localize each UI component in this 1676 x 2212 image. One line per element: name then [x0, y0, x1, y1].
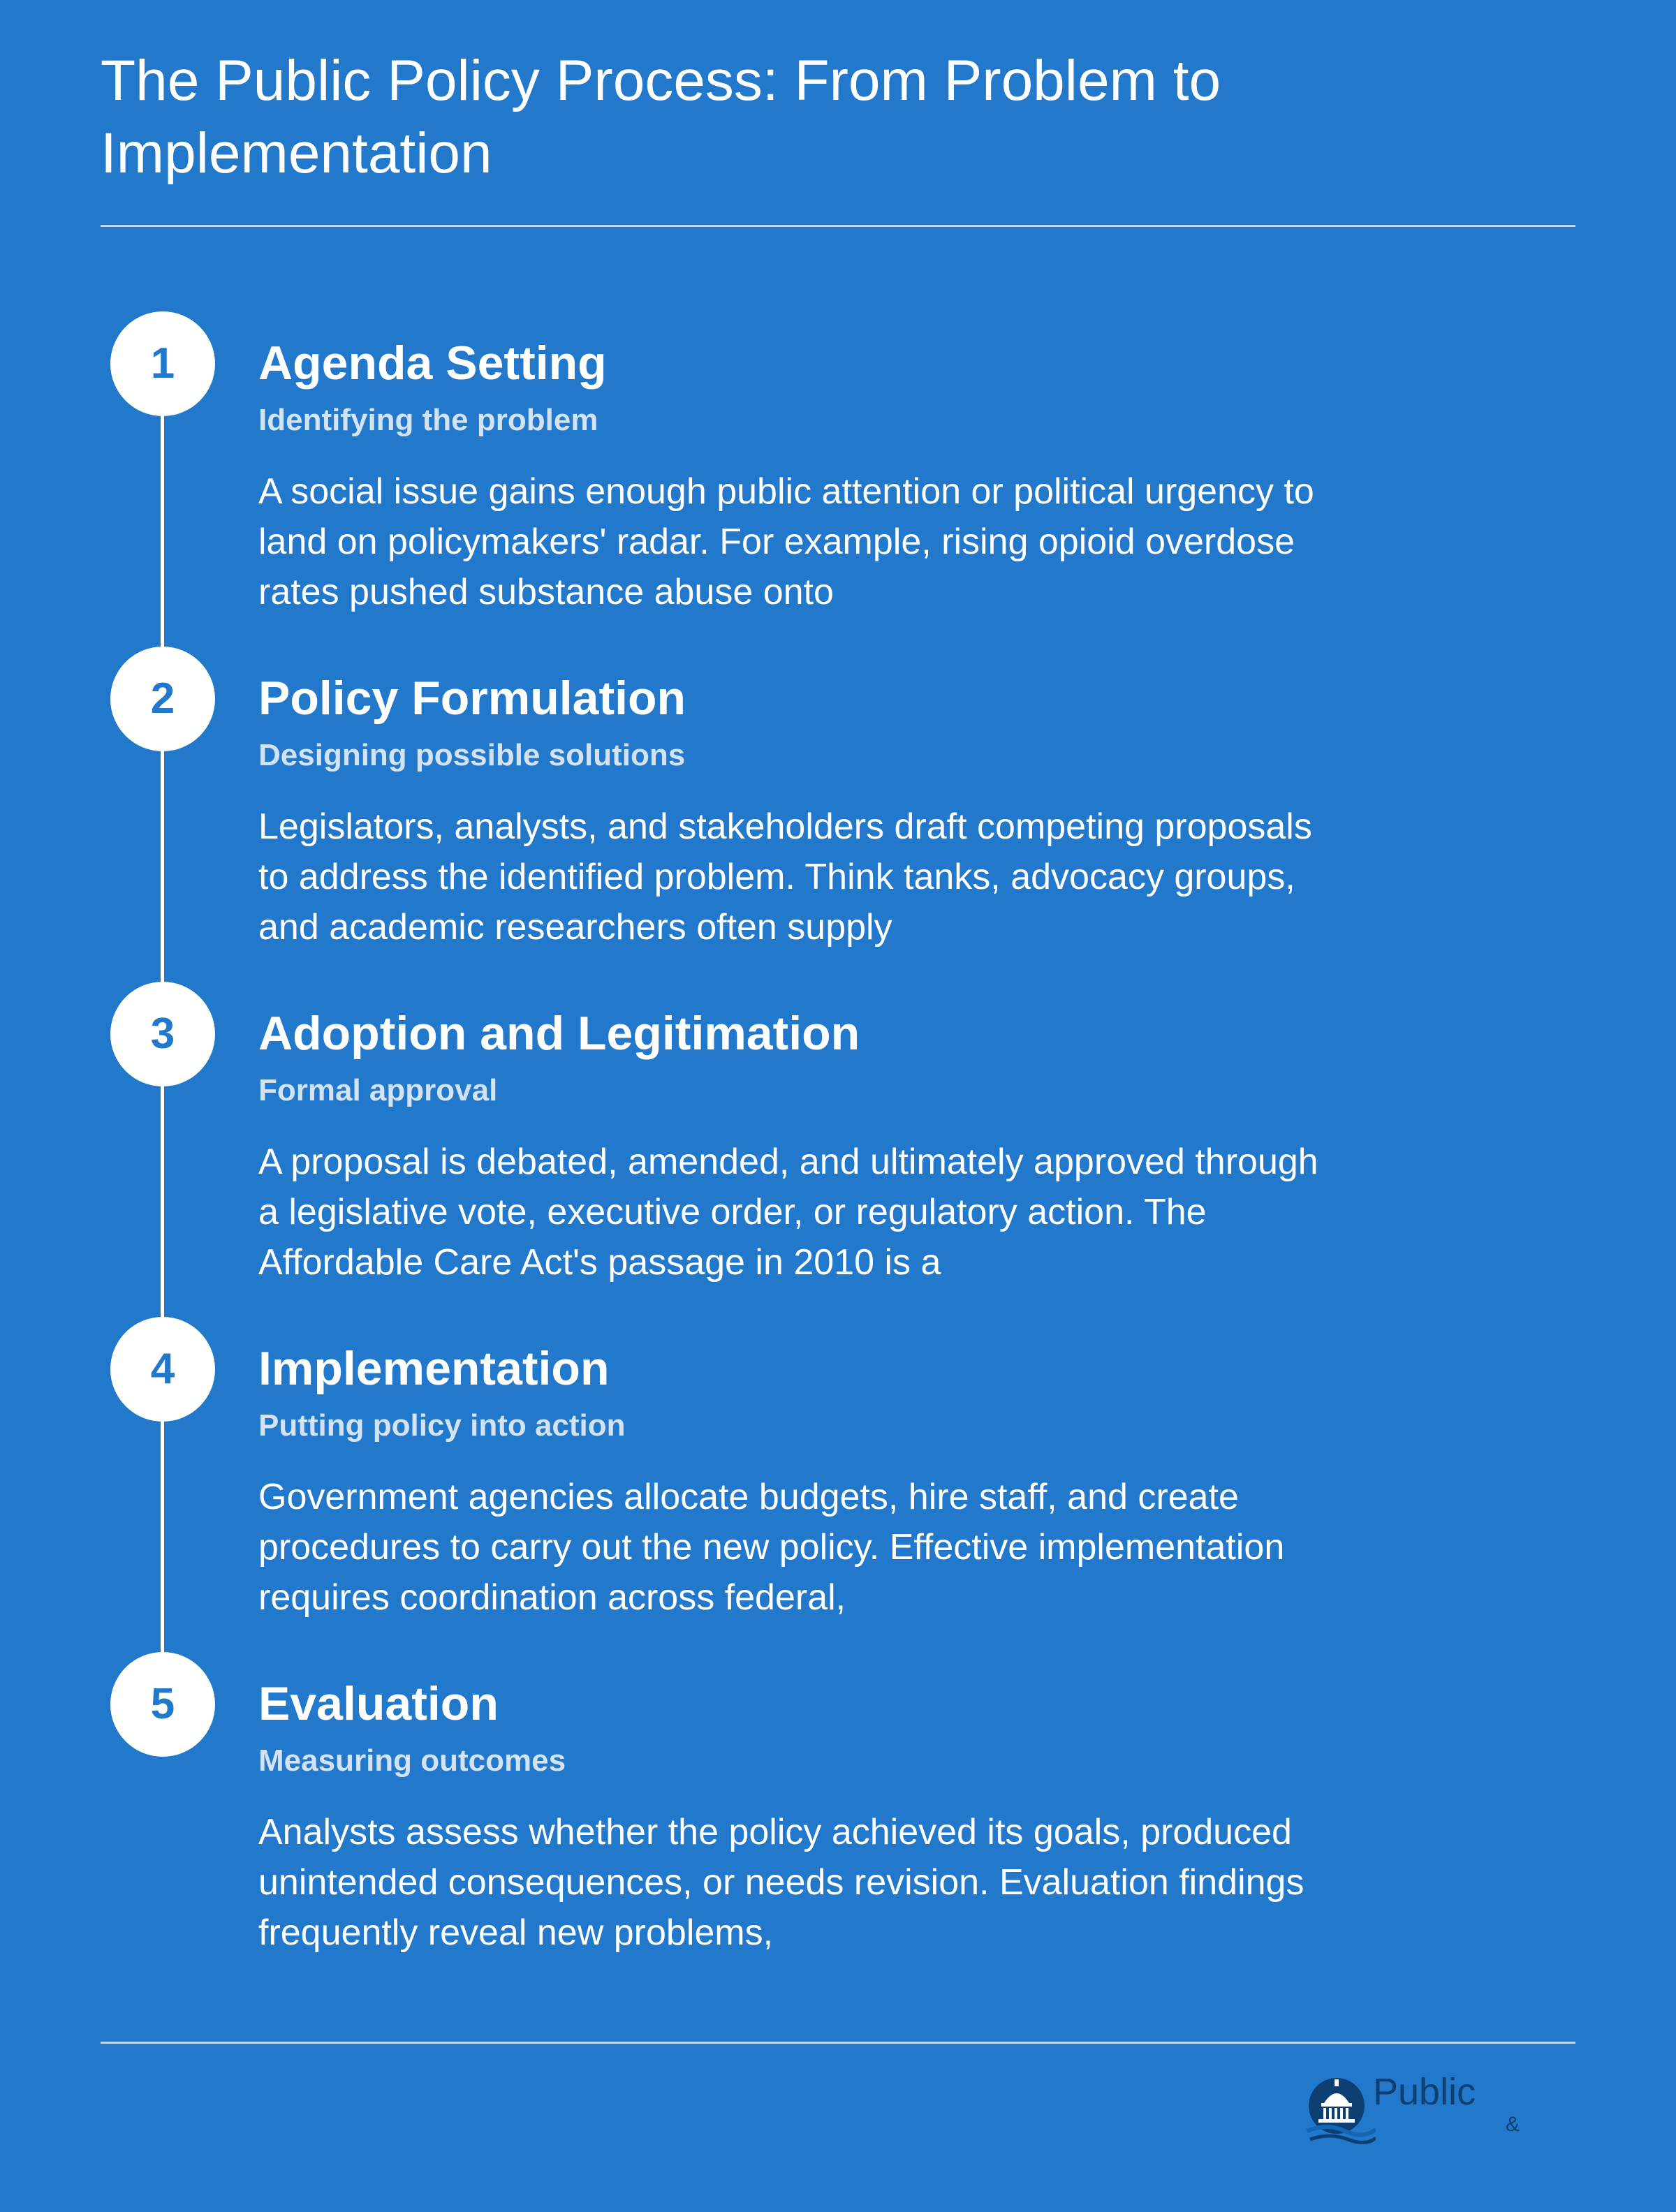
- step-number-badge: 2: [110, 647, 215, 751]
- step-subtitle: Designing possible solutions: [258, 738, 686, 772]
- step-description: A social issue gains enough public attention or political urgency to land on policymakers' radar. For example, rising opioid overdose rates pushed substance abuse onto: [258, 471, 1314, 612]
- step-subtitle: Identifying the problem: [258, 403, 598, 437]
- step-title: Evaluation: [258, 1677, 499, 1730]
- step-title: Adoption and Legitimation: [258, 1007, 860, 1060]
- step-agenda-setting: [0, 311, 1676, 647]
- footer-divider: [101, 2042, 1575, 2044]
- step-policy-formulation: [0, 647, 1676, 982]
- step-description: A proposal is debated, amended, and ultimately approved through a legislative vote, executive order, or regulatory action. The Affordable Care Act's passage in 2010 is a: [258, 1142, 1318, 1283]
- step-description: Legislators, analysts, and stakeholders draft competing proposals to address the identified problem. Think tanks, advocacy groups, and academic researchers often supply: [258, 806, 1312, 948]
- logo-wordmark: Public: [1373, 2071, 1476, 2113]
- step-description: Analysts assess whether the policy achieved its goals, produced unintended consequences, or needs revision. Evaluation findings frequently reveal new problems,: [258, 1812, 1304, 1953]
- header-divider: [101, 225, 1575, 227]
- logo-ampersand: &: [1506, 2113, 1520, 2136]
- step-title: Agenda Setting: [258, 337, 607, 390]
- step-number-badge: 5: [110, 1652, 215, 1757]
- capitol-dome-icon: [1306, 2072, 1376, 2149]
- step-number-badge: 3: [110, 982, 215, 1086]
- step-title: Policy Formulation: [258, 672, 686, 725]
- step-number-badge: 1: [110, 311, 215, 416]
- step-title: Implementation: [258, 1342, 610, 1395]
- step-subtitle: Formal approval: [258, 1073, 498, 1107]
- step-number-badge: 4: [110, 1317, 215, 1422]
- page-title: The Public Policy Process: From Problem to Implementation: [101, 49, 1221, 185]
- organization-logo: [1306, 2067, 1585, 2158]
- step-subtitle: Measuring outcomes: [258, 1743, 566, 1778]
- step-implementation: [0, 1317, 1676, 1652]
- step-subtitle: Putting policy into action: [258, 1408, 626, 1443]
- step-description: Government agencies allocate budgets, hire staff, and create procedures to carry out the new policy. Effective implementation requires coordination across federal,: [258, 1477, 1285, 1618]
- step-adoption-legitimation: [0, 982, 1676, 1317]
- step-evaluation: [0, 1652, 1676, 1987]
